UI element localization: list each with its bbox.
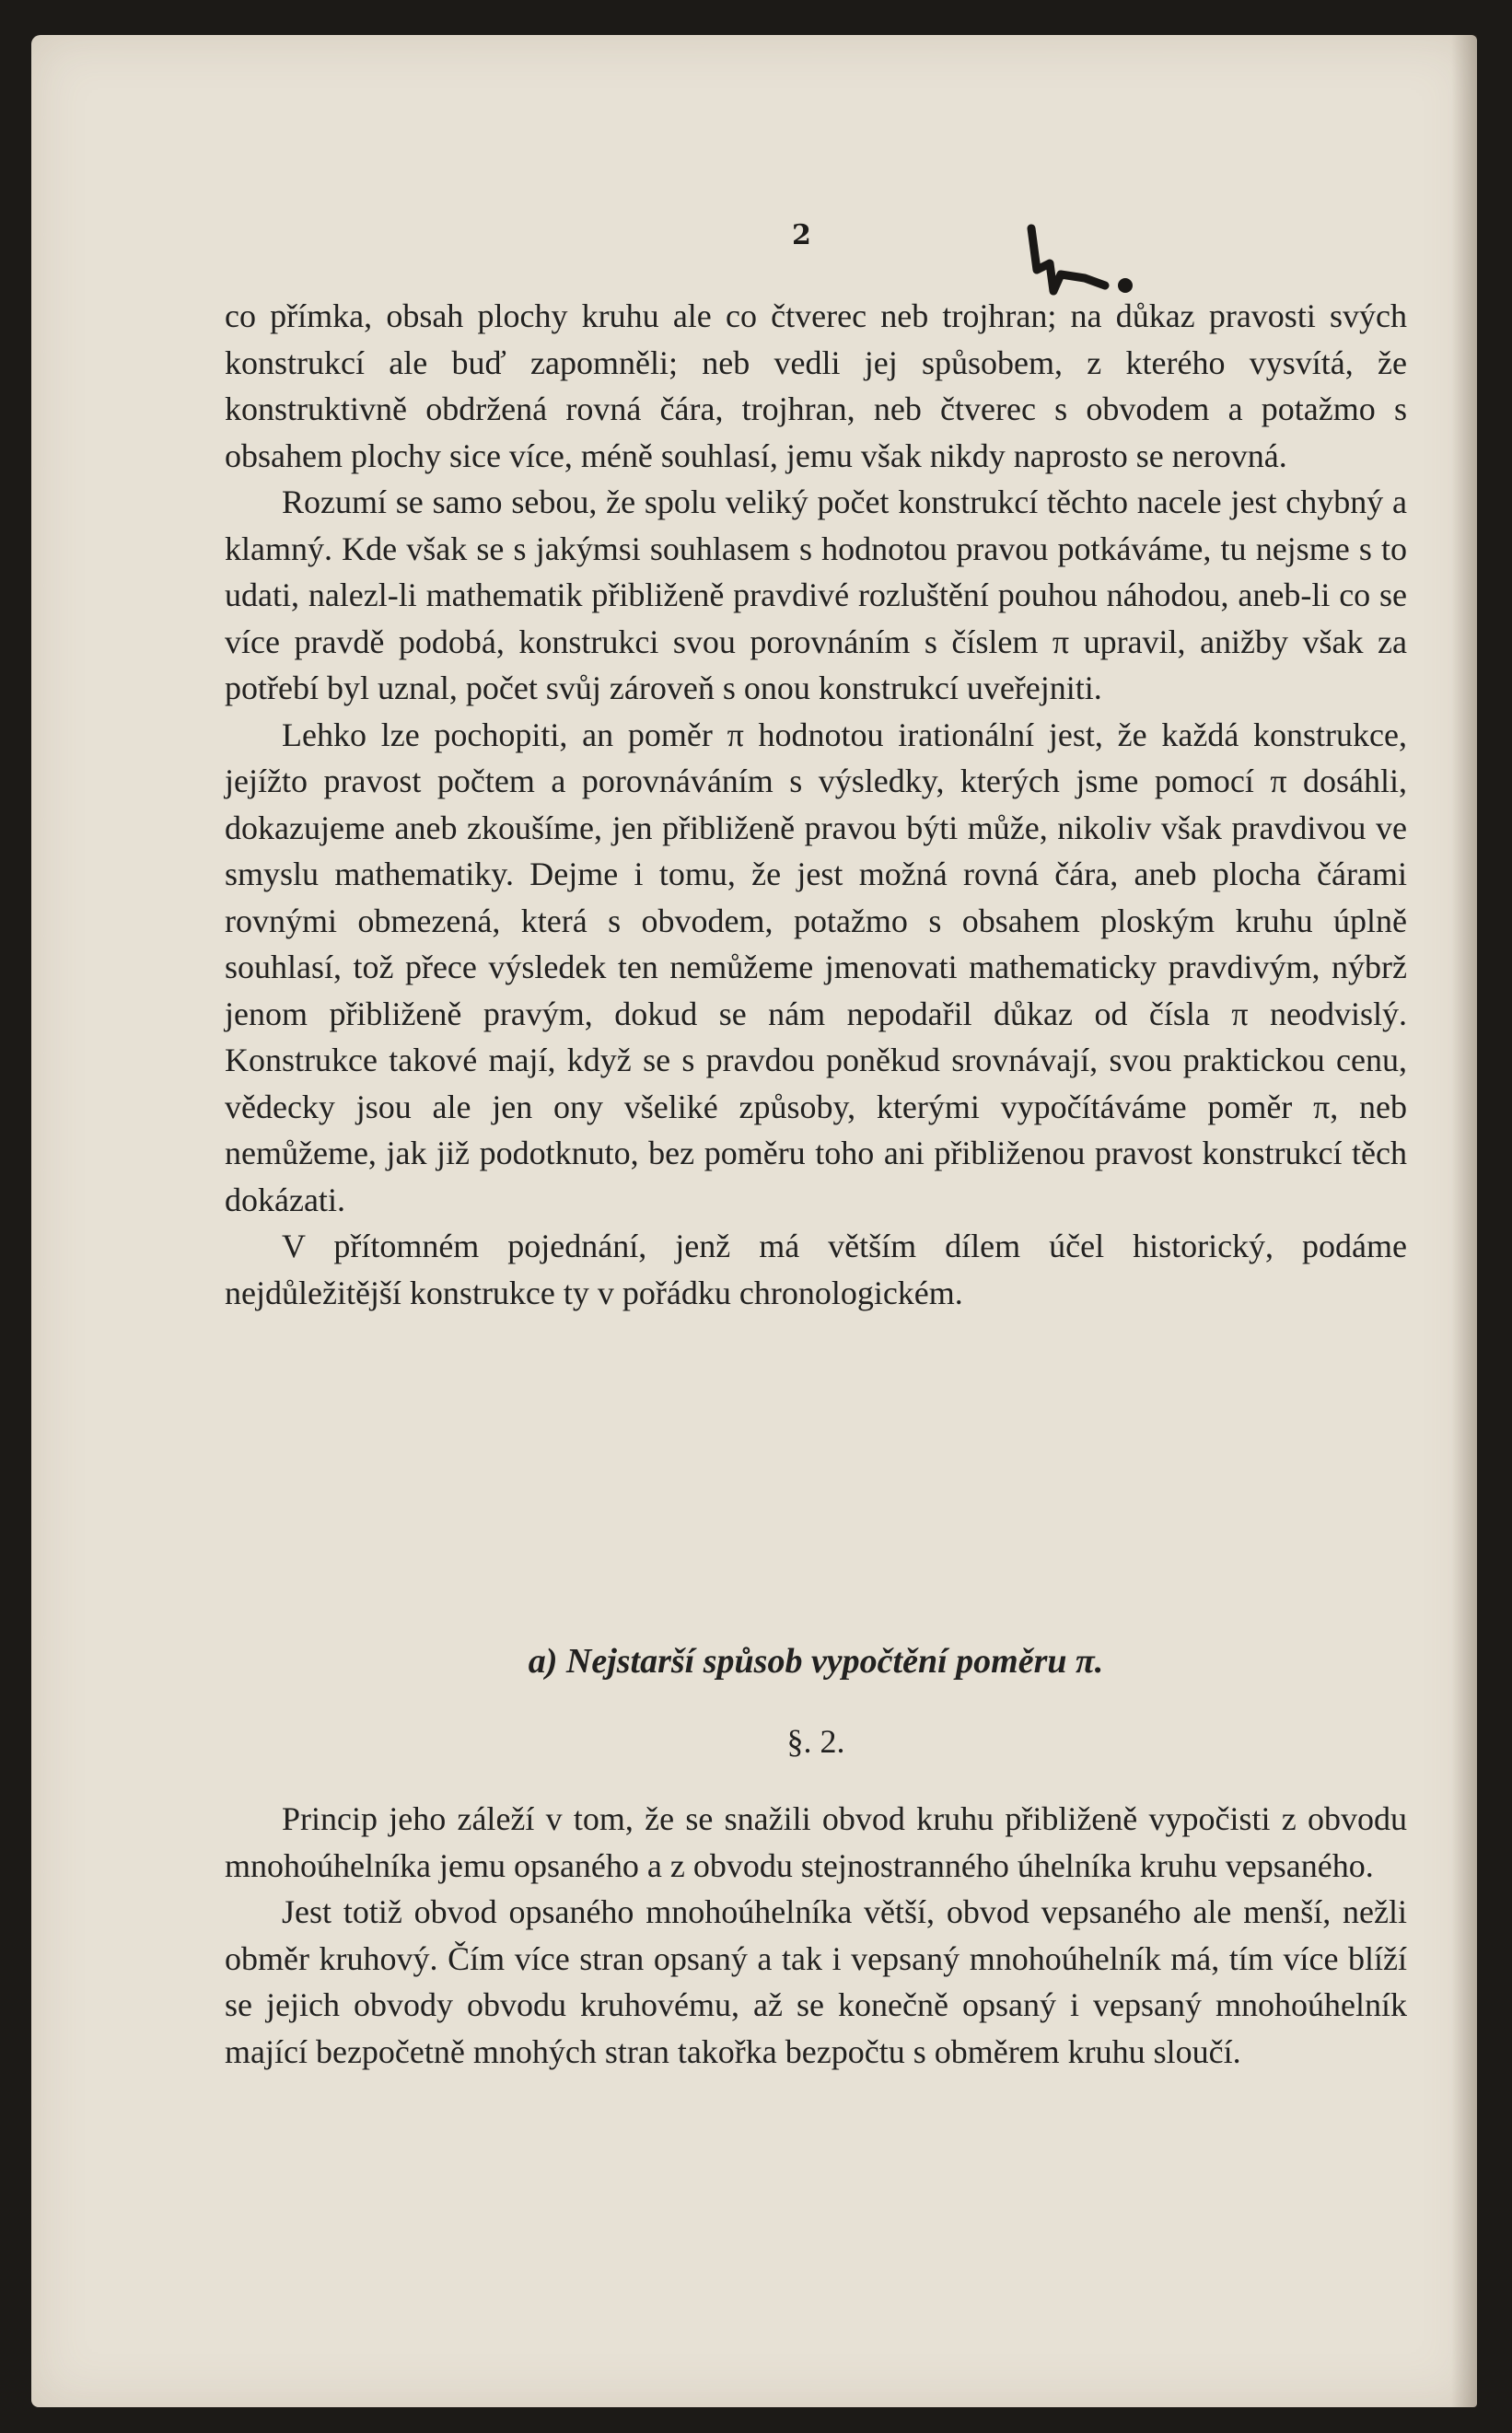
section-body-text — [225, 1796, 1407, 2075]
paragraph-polygons: Jest totiž obvod opsaného mnohoúhelníka větší, obvod vepsaného ale menší, nežli obměr kruhový. Čím více stran opsaný a tak i vepsaný mnohoúhelník má, tím více blíží se jejich obvody obvodu kruhovému, až se konečně opsaný i vepsaný mnohoúhelník mající bezpočetně mnohých stran takořka bezpočtu s obměrem kruhu sloučí. — [225, 1893, 1407, 2070]
paragraph-irrational: Lehko lze pochopiti, an poměr π hodnotou irationální jest, že každá konstrukce, jejížto pravost počtem a porovnáváním s výsledky, kterých jsme pomocí π dosáhli, dokazujeme aneb zkoušíme, jen přibliženě pravou býti může, nikoliv však pravdivou ve smyslu mathematiky. Dejme i tomu, že jest možná rovná čára, aneb plocha čárami rovnými obmezená, která s obvodem, potažmo s obsahem ploským kruhu úplně souhlasí, tož přece výsledek ten nemůžeme jmenovati mathematicky pravdivým, nýbrž jenom přibliženě pravým, dokud se nám nepodařil důkaz od čísla π neodvislý. Konstrukce takové mají, když se s pravdou poněkud srovnávají, svou praktickou cenu, vědecky jsou ale jen ony všeliké způsoby, kterými vypočítáváme poměr π, neb nemůžeme, jak již podotknuto, bez poměru toho ani přibliženou pravost konstrukcí těch dokázati. — [225, 716, 1407, 1218]
paragraph-continuation: co přímka, obsah plochy kruhu ale co čtverec neb trojhran; na důkaz pravosti svých konstrukcí ale buď zapomněli; neb vedli jej spůsobem, z kterého vysvítá, že konstruktivně obdržená rovná čára, trojhran, neb čtverec s obvodem a potažmo s obsahem plochy sice více, méně souhlasí, jemu však nikdy naprosto se nerovná. — [225, 297, 1407, 474]
page-spine-shadow — [1451, 35, 1477, 2407]
section-number: §. 2. — [786, 1723, 845, 1760]
page-number: 2 — [792, 219, 811, 251]
body-text — [225, 293, 1407, 1316]
section-heading: a) Nejstarší spůsob vypočtění poměru π. — [528, 1642, 1104, 1681]
paragraph-constructions: Rozumí se samo sebou, že spolu veliký počet konstrukcí těchto nacele jest chybný a klamný. Kde však se s jakýmsi souhlasem s hodnotou pravou potkáváme, tu nejsme s to udati, nalezl-li mathematik přibliženě pravdivé rozluštění pouhou náhodou, aneb-li co se více pravdě podobá, konstrukci svou porovnáním s číslem π upravil, anižby však za potřebí byl uznal, počet svůj zároveň s onou konstrukcí uveřejniti. — [225, 483, 1407, 706]
paragraph-principle: Princip jeho záleží v tom, že se snažili obvod kruhu přibliženě vypočisti z obvodu mnohoúhelníka jemu opsaného a z obvodu stejnostranného úhelníka kruhu vepsaného. — [225, 1800, 1407, 1884]
paragraph-present-treatise: V přítomném pojednání, jenž má větším dílem účel historický, podáme nejdůležitější konstrukce ty v pořádku chronologickém. — [225, 1228, 1407, 1311]
